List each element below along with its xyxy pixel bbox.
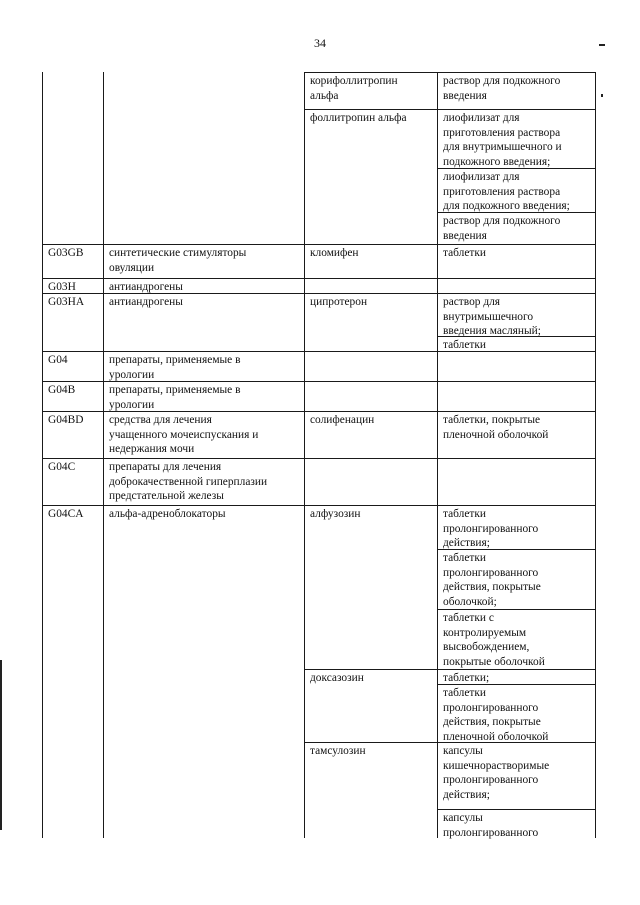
table-rule <box>304 72 305 838</box>
group-name: препараты, применяемые в <box>109 354 241 366</box>
group-name: урологии <box>109 398 155 411</box>
dosage-form: раствор для подкожного <box>443 215 561 227</box>
atc-code: G04 <box>48 354 68 366</box>
dosage-form: таблетки <box>443 508 487 520</box>
page-number: 34 <box>314 36 326 50</box>
atc-code: G03HA <box>48 296 85 308</box>
table-rule <box>595 72 596 838</box>
atc-code: G04BD <box>48 414 84 426</box>
dosage-form: действия; <box>443 537 490 549</box>
dosage-form: действия, покрытые <box>443 716 541 728</box>
group-name: доброкачественной гиперплазии <box>109 475 268 488</box>
group-name: антиандрогены <box>109 296 183 308</box>
dosage-form: приготовления раствора <box>443 185 561 198</box>
drug-substance: альфа <box>310 89 339 102</box>
drug-substance: алфузозин <box>310 508 361 520</box>
atc-code: G04C <box>48 461 76 473</box>
dosage-form: таблетки, покрытые <box>443 414 541 426</box>
margin-mark-top-right <box>599 44 605 46</box>
group-name: учащенного мочеиспускания и <box>109 428 259 441</box>
table-rule <box>42 72 43 838</box>
drug-substance: фоллитропин альфа <box>310 112 407 124</box>
drug-substance: ципротерон <box>310 296 368 308</box>
group-name: предстательной железы <box>109 490 224 502</box>
dosage-form: подкожного введения; <box>443 155 551 168</box>
dosage-form: для внутримышечного и <box>443 141 562 153</box>
dosage-form: капсулы <box>443 812 483 824</box>
group-name: антиандрогены <box>109 281 183 293</box>
dosage-form: пролонгированного <box>443 826 539 839</box>
dosage-form: контролируемым <box>443 626 527 639</box>
dosage-form: таблетки <box>443 552 487 564</box>
dosage-form: капсулы <box>443 745 483 757</box>
group-name: недержания мочи <box>109 443 195 455</box>
margin-mark-left <box>0 660 2 830</box>
table-rule <box>437 72 438 838</box>
group-name: альфа-адреноблокаторы <box>109 508 226 520</box>
dosage-form: пленочной оболочкой <box>443 730 549 743</box>
table-rule <box>437 609 596 610</box>
drug-substance: корифоллитропин <box>310 75 398 87</box>
table-rule <box>304 72 596 73</box>
dosage-form: покрытые оболочкой <box>443 655 545 668</box>
table-rule <box>304 669 596 670</box>
atc-code: G04CA <box>48 508 84 520</box>
dosage-form: раствор для <box>443 296 501 308</box>
table-rule <box>42 505 596 506</box>
dosage-form: введения <box>443 89 487 102</box>
dosage-form: приготовления раствора <box>443 126 561 139</box>
dosage-form: таблетки <box>443 247 487 259</box>
table-rule <box>103 72 104 838</box>
dosage-form: введения <box>443 229 487 242</box>
table-rule <box>437 809 596 810</box>
dosage-form: таблетки с <box>443 612 494 624</box>
group-name: синтетические стимуляторы <box>109 247 247 259</box>
dosage-form: внутримышечного <box>443 310 534 323</box>
atc-code: G03GB <box>48 247 84 259</box>
dosage-form: таблетки; <box>443 672 490 684</box>
dosage-form: лиофилизат для <box>443 171 520 183</box>
drug-substance: тамсулозин <box>310 745 366 757</box>
drug-table <box>42 72 596 838</box>
atc-code: G04B <box>48 384 76 396</box>
dosage-form: кишечнорастворимые <box>443 759 550 772</box>
group-name: препараты для лечения <box>109 461 222 473</box>
dosage-form: пролонгированного <box>443 522 539 535</box>
table-rule <box>304 109 596 110</box>
group-name: урологии <box>109 368 155 381</box>
dosage-form: раствор для подкожного <box>443 75 561 87</box>
dosage-form: пролонгированного <box>443 566 539 579</box>
drug-substance: солифенацин <box>310 414 375 426</box>
dosage-form: оболочкой; <box>443 595 497 608</box>
dosage-form: таблетки <box>443 339 487 351</box>
dosage-form: действия, покрытые <box>443 581 541 593</box>
dosage-form: пролонгированного <box>443 774 539 786</box>
table-rule <box>42 351 596 352</box>
margin-mark-right <box>601 94 603 97</box>
atc-code: G03H <box>48 281 76 293</box>
dosage-form: введения масляный; <box>443 325 541 337</box>
drug-substance: кломифен <box>310 247 359 259</box>
dosage-form: высвобождением, <box>443 641 530 653</box>
group-name: средства для лечения <box>109 414 212 426</box>
dosage-form: для подкожного введения; <box>443 200 570 212</box>
group-name: овуляции <box>109 261 155 274</box>
dosage-form: пленочной оболочкой <box>443 428 549 441</box>
table-rule <box>42 278 596 279</box>
dosage-form: действия; <box>443 788 490 801</box>
drug-substance: доксазозин <box>310 672 364 684</box>
dosage-form: лиофилизат для <box>443 112 520 124</box>
dosage-form: таблетки <box>443 687 487 699</box>
group-name: препараты, применяемые в <box>109 384 241 396</box>
dosage-form: пролонгированного <box>443 701 539 714</box>
table-rule <box>42 458 596 459</box>
table-rule <box>42 244 596 245</box>
